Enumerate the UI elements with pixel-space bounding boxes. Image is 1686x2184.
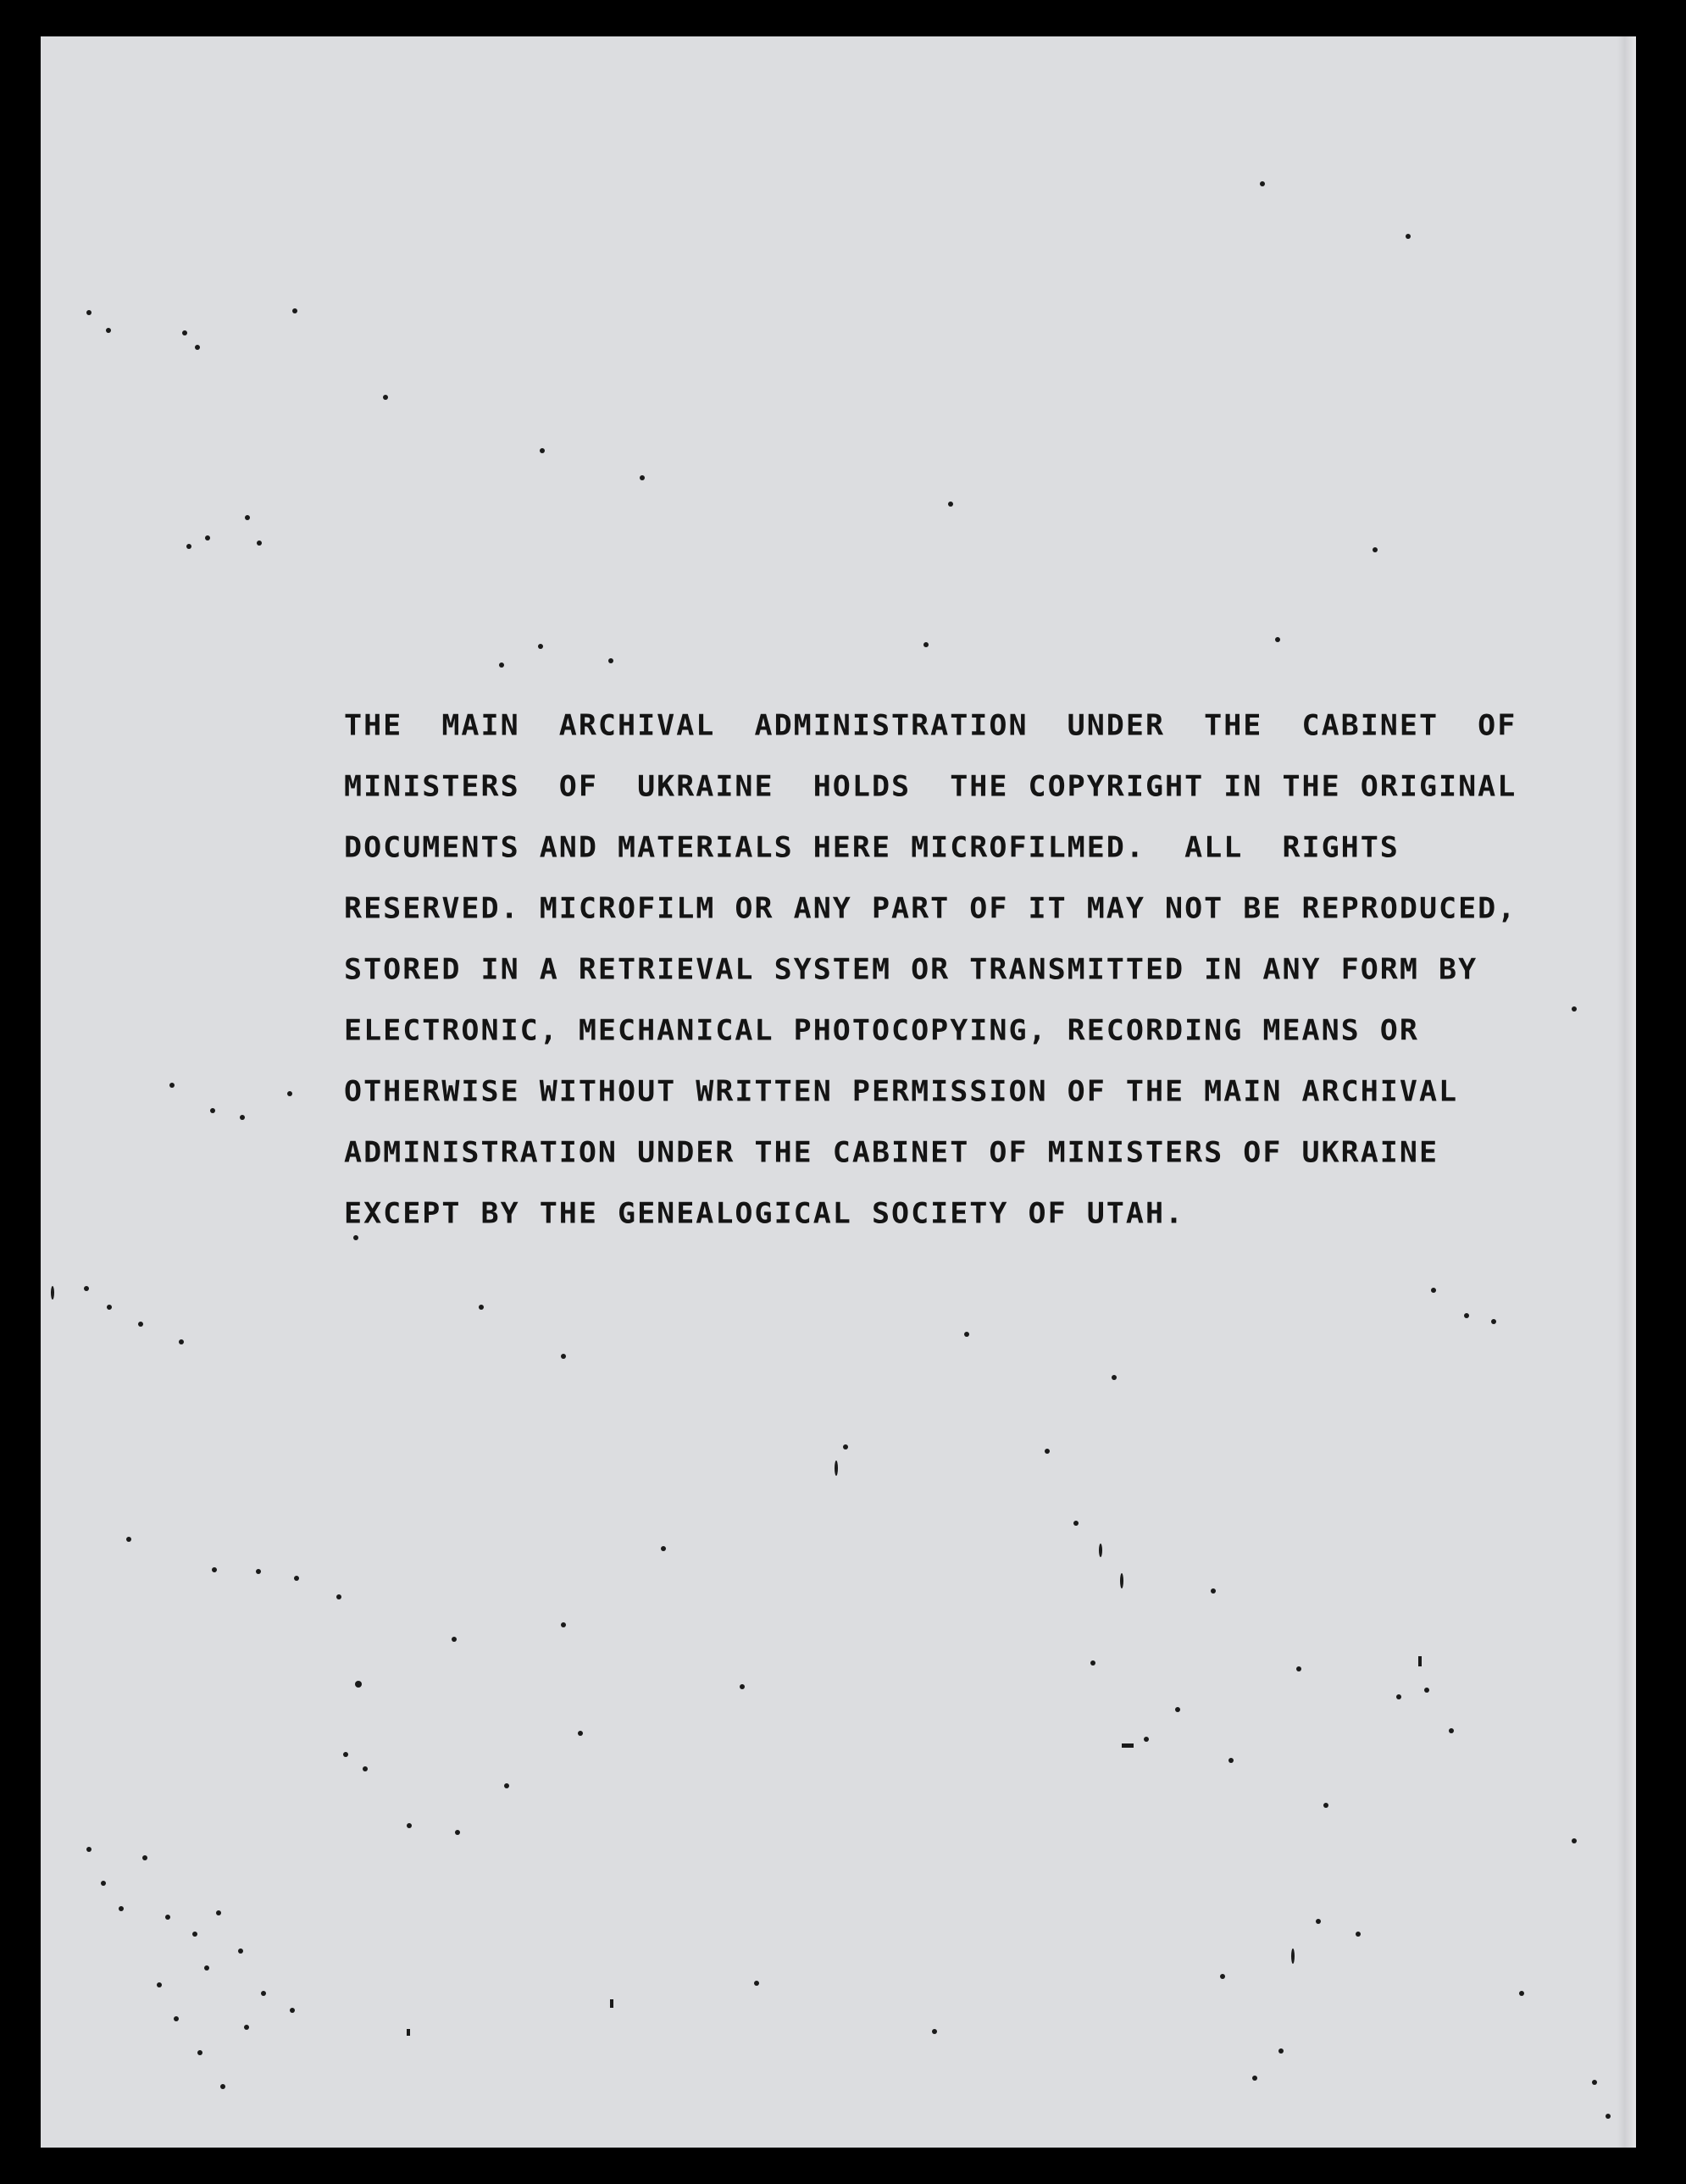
notice-line: RESERVED. MICROFILM OR ANY PART OF IT MAY NOT BE REPRODUCED, xyxy=(344,892,1517,926)
microfilm-page xyxy=(41,36,1636,2148)
notice-line: EXCEPT BY THE GENEALOGICAL SOCIETY OF UTAH. xyxy=(344,1197,1185,1231)
notice-line: ADMINISTRATION UNDER THE CABINET OF MINISTERS OF UKRAINE xyxy=(344,1136,1439,1170)
copyright-notice xyxy=(344,696,1598,1244)
notice-line: THE MAIN ARCHIVAL ADMINISTRATION UNDER THE CABINET OF xyxy=(344,709,1517,743)
page-edge-shadow xyxy=(1617,36,1636,2148)
notice-line: OTHERWISE WITHOUT WRITTEN PERMISSION OF THE MAIN ARCHIVAL xyxy=(344,1075,1459,1109)
notice-line: MINISTERS OF UKRAINE HOLDS THE COPYRIGHT IN THE ORIGINAL xyxy=(344,770,1517,804)
notice-line: ELECTRONIC, MECHANICAL PHOTOCOPYING, RECORDING MEANS OR xyxy=(344,1014,1419,1048)
notice-line: STORED IN A RETRIEVAL SYSTEM OR TRANSMITTED IN ANY FORM BY xyxy=(344,953,1478,987)
notice-line: DOCUMENTS AND MATERIALS HERE MICROFILMED. ALL RIGHTS xyxy=(344,831,1400,865)
